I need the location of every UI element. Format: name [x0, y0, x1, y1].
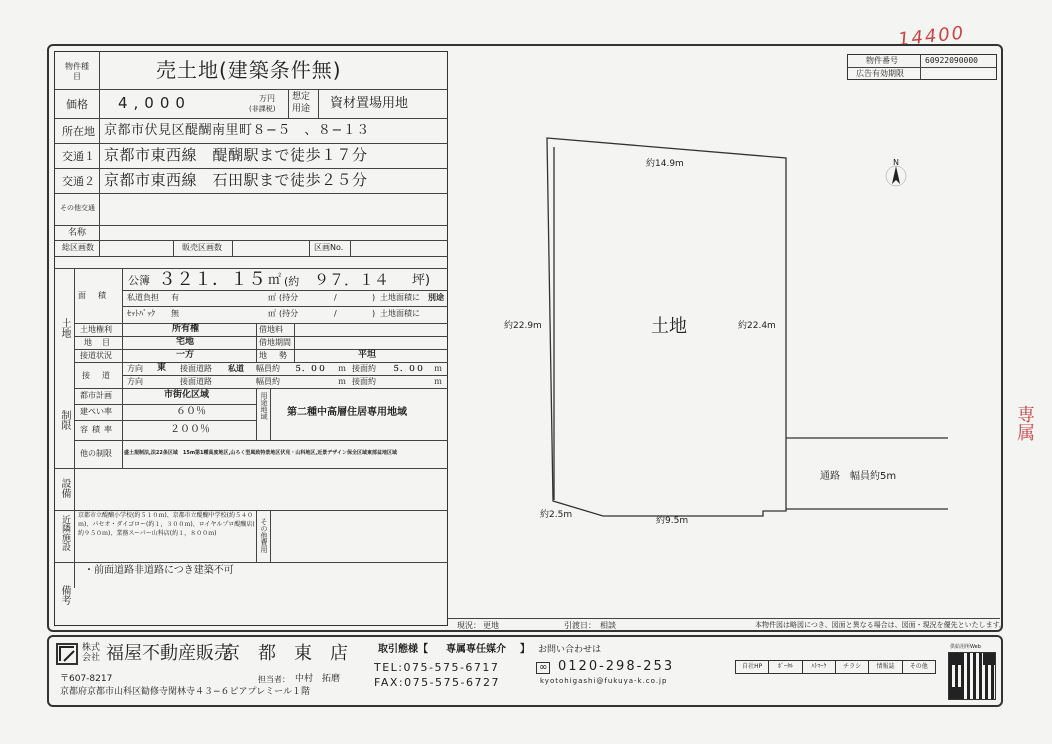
road1-width-value: ５．００ [294, 364, 326, 373]
access-label: 接道状況 [80, 351, 112, 360]
qr-code-icon[interactable] [948, 652, 996, 700]
north-label: N [893, 158, 899, 167]
deal-label: 取引態様【 [378, 644, 428, 655]
ad-expiry-label: 広告有効期限 [856, 69, 904, 78]
area-tsubo: ９７．１４ [314, 271, 390, 289]
road2-width-m: ｍ [338, 377, 346, 386]
address-label: 所在地 [62, 125, 95, 138]
nearby-line-1: 京都市立醍醐小学校(約５１０ｍ)、京都市立醍醐中学校(約５４０ [78, 512, 254, 519]
map-top-dim: 約14.9m [646, 159, 684, 169]
area-sqm: ３２１．１５ [158, 269, 266, 290]
use-label: 想定用途 [292, 92, 311, 114]
deal-value: 専属専任媒介 [446, 644, 506, 655]
land-section-label: 土地 [59, 318, 70, 338]
setback-slash: / [334, 309, 337, 318]
setback-sqm: ㎡ [268, 309, 276, 318]
private-note: 土地面積に [380, 293, 420, 302]
transit1-value: 京都市東西線 醍醐駅まで徒歩１７分 [104, 146, 368, 164]
north-arrow-icon [886, 166, 906, 186]
road1-frontage-m: ｍ [434, 364, 442, 373]
handwritten-number: 14400 [897, 22, 967, 51]
road1-frontage-label: 接面約 [352, 364, 376, 373]
price-value: 4,000 [118, 94, 191, 112]
other-transit-label: その他交通 [60, 204, 95, 212]
nearby-line-3: 約９５０ｍ)、業務スーパー山科店(約１，８００ｍ) [78, 530, 217, 537]
private-close: ) [372, 293, 376, 302]
road1-type-value: 私道 [228, 364, 244, 373]
handwritten-note: 専属 [1014, 405, 1035, 441]
remarks-value: ・前面道路非道路につき建築不可 [84, 565, 234, 576]
tag-0: 自社HP [736, 661, 769, 673]
road1-width-m: ｍ [338, 364, 346, 373]
type-label: 物件種目 [65, 62, 89, 81]
category-label: 地目 [84, 338, 120, 347]
lease-period-label: 借地期間 [259, 338, 291, 347]
coverage-label: 建ぺい率 [80, 407, 112, 416]
delivery-label: 引渡日： [564, 621, 596, 630]
map-bottom-dim: 約9.5m [656, 516, 689, 526]
road2-type-label: 接面道路 [180, 377, 212, 386]
facilities-label: 設備 [59, 478, 70, 498]
map-road-label: 通路 幅員約5m [820, 471, 897, 482]
disclaimer: 本物件図は略図につき、図面と異なる場合は、図面・現況を優先といたします。 [755, 621, 1007, 629]
tag-3: チラシ [836, 661, 869, 673]
approx-label: (約 [284, 275, 300, 288]
city-plan-label: 都市計画 [80, 391, 112, 400]
terrain-value: 平坦 [358, 350, 377, 360]
tsubo-unit: 坪) [412, 273, 431, 288]
private-road-value: 有 [171, 293, 179, 302]
freedial: 0120-298-253 [558, 659, 675, 674]
nearby-label: 近隣施設 [60, 515, 70, 551]
regulation-section-label: 制限 [59, 410, 70, 430]
far-value: ２００％ [170, 424, 210, 435]
use-value: 資材置場用地 [330, 96, 409, 111]
private-road-label: 私道負担 [127, 293, 159, 302]
freedial-icon: ∞ [536, 662, 550, 674]
lease-fee-label: 借地料 [259, 325, 283, 334]
coverage-value: ６０％ [176, 406, 206, 417]
setback-label: ｾｯﾄﾊﾞｯｸ [127, 309, 155, 318]
road1-type-label: 接面道路 [180, 364, 212, 373]
rights-label: 土地権利 [80, 325, 112, 334]
setback-close: ) [372, 309, 376, 318]
road1-width-label: 幅員約 [256, 364, 280, 373]
sale-area-label: 販売区画数 [182, 243, 222, 252]
price-tax: (非課税) [249, 105, 276, 113]
inquiry-label: お問い合わせは [538, 645, 602, 655]
address-value: 京都市伏見区醍醐南里町８−５ 、８−１３ [104, 123, 370, 138]
delivery-value: 相談 [600, 621, 616, 630]
private-note-value: 別途 [428, 293, 444, 302]
staff-name: 中村 拓磨 [295, 674, 341, 684]
property-id-value: 60922090000 [925, 56, 978, 65]
city-plan-value: 市街化区域 [164, 390, 210, 400]
site-map [448, 51, 1000, 626]
tag-5: その他 [909, 663, 928, 670]
road1-dir-label: 方向 [127, 364, 143, 373]
terrain-label: 地勢 [259, 351, 299, 360]
zone-label: 用途地域 [260, 392, 268, 420]
road-label: 接道 [82, 371, 122, 380]
company-branch: 京 都 東 店 [222, 643, 348, 664]
setback-value: 無 [171, 309, 179, 318]
company-address: 京都府京都市山科区勧修寺閑林寺４３−６ピアプレミール１階 [60, 687, 311, 697]
transit2-value: 京都市東西線 石田駅まで徒歩２５分 [104, 171, 368, 189]
tag-1: ﾎﾟｰﾀﾙ [769, 661, 802, 673]
company-postal: 〒607-8217 [60, 674, 113, 684]
setback-share: (持分 [279, 309, 299, 318]
tag-2: ﾊﾄﾏｰｸ [803, 661, 836, 673]
company-logo-icon [56, 643, 78, 665]
road1-frontage-value: ５．００ [392, 364, 424, 373]
map-right-dim: 約22.4m [738, 321, 776, 331]
section-no-label: 区画No. [314, 243, 344, 252]
tag-4: 情報誌 [869, 661, 902, 673]
private-sqm: ㎡ [268, 293, 276, 302]
type-value: 売土地(建築条件無) [156, 58, 342, 82]
company-kabu: 株式会社 [82, 643, 101, 663]
road2-width-label: 幅員約 [256, 377, 280, 386]
deal-close: 】 [520, 644, 530, 655]
price-unit: 万円 [259, 94, 275, 103]
category-value: 宅地 [176, 337, 195, 347]
other-restriction-label: 他の制限 [80, 449, 112, 458]
media-tags [735, 660, 936, 674]
zone-value: 第二種中高層住居専用地域 [287, 407, 407, 418]
total-area-label: 総区画数 [62, 243, 94, 252]
name-label: 名称 [68, 228, 87, 238]
company-name: 福屋不動産販売 [106, 643, 232, 664]
transit1-label: 交通１ [62, 150, 95, 163]
other-restriction-value: 盛土規制法,法22条区域 15m第1種高度地区,山ろく型風致特景地区伏見・山科地区,近景デザイン保全区域東部盆地区域 [124, 450, 397, 456]
map-left-dim: 約22.9m [504, 321, 542, 331]
transit2-label: 交通２ [62, 175, 95, 188]
current-label: 現況： [457, 621, 481, 630]
access-value: 一方 [176, 350, 195, 360]
property-id-label: 物件番号 [866, 56, 898, 65]
area-registry: 公簿 [128, 274, 150, 287]
road2-frontage-m: ｍ [434, 377, 442, 386]
area-label: 面積 [78, 291, 118, 300]
web-label: 供給用所Web [950, 644, 981, 650]
rights-value: 所有権 [172, 324, 200, 334]
remarks-label: 備考 [59, 585, 70, 605]
tel: TEL:075-575-6717 [374, 661, 500, 674]
other-cost-label: その他費用 [260, 518, 268, 553]
price-label: 価格 [66, 98, 88, 111]
current-value: 更地 [483, 621, 499, 630]
private-slash: / [334, 293, 337, 302]
road1-dir-value: 東 [157, 363, 167, 373]
setback-note: 土地面積に [380, 309, 420, 318]
road2-dir-label: 方向 [127, 377, 143, 386]
sqm-unit: ㎡ [268, 273, 282, 288]
map-land-label: 土地 [651, 316, 687, 337]
fax: FAX:075-575-6727 [374, 676, 501, 689]
road2-frontage-label: 接面約 [352, 377, 376, 386]
email: kyotohigashi@fukuya-k.co.jp [540, 677, 668, 685]
staff-label: 担当者： [258, 675, 290, 684]
map-bottom-left-dim: 約2.5m [540, 510, 573, 520]
far-label: 容積率 [80, 425, 116, 434]
nearby-line-2: ｍ)、パセオ・ダイゴロー(約１，３００ｍ)、ロイヤルプロ醍醐店( [78, 521, 255, 528]
private-share: (持分 [279, 293, 299, 302]
